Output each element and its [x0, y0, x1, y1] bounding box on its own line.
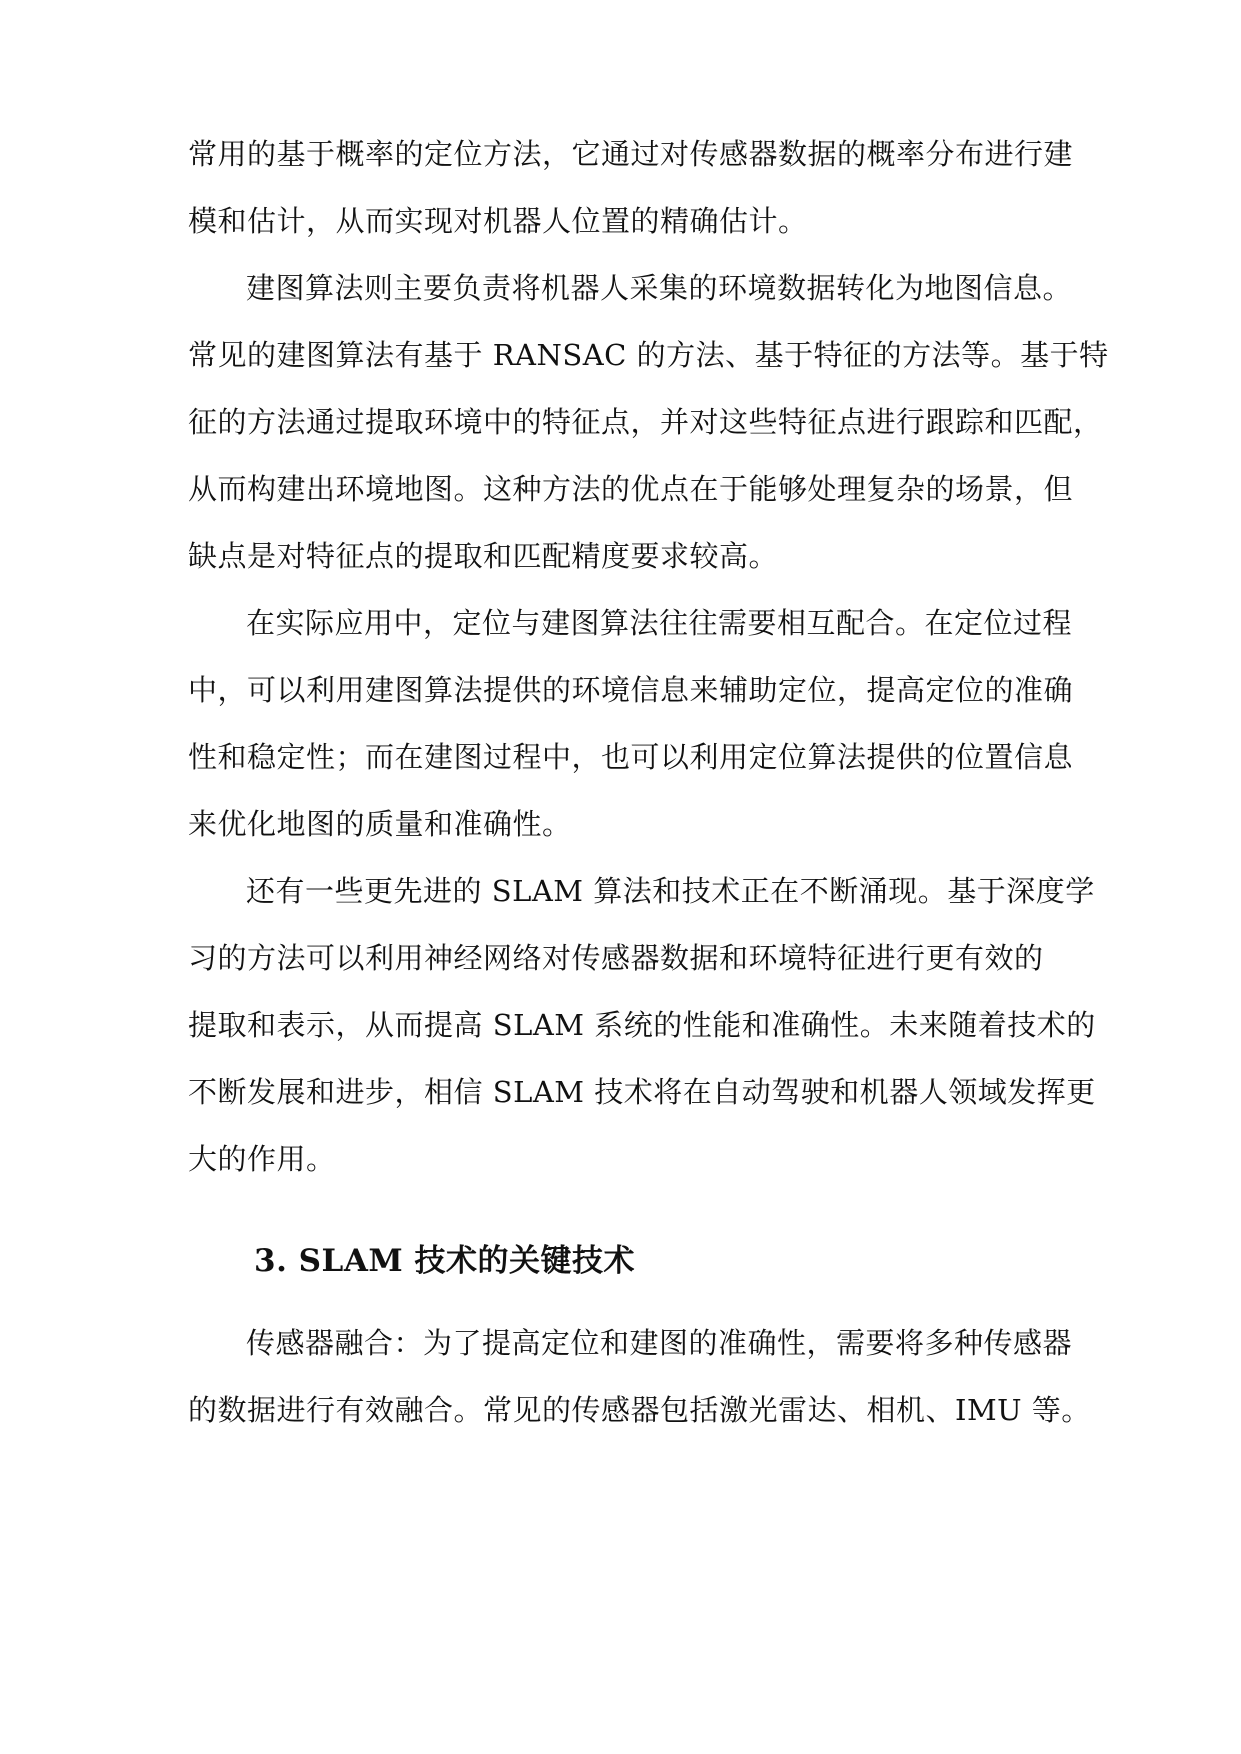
section-heading: 3. SLAM 技术的关键技术 — [254, 1243, 635, 1279]
paragraph-3-line-1: 在实际应用中，定位与建图算法往往需要相互配合。在定位过程 — [246, 606, 1073, 640]
paragraph-2-line-4: 从而构建出环境地图。这种方法的优点在于能够处理复杂的场景，但 — [188, 472, 1074, 506]
section-paragraph-1-line-2: 的数据进行有效融合。常见的传感器包括激光雷达、相机、IMU 等。 — [188, 1393, 1091, 1427]
paragraph-4-line-2: 习的方法可以利用神经网络对传感器数据和环境特征进行更有效的 — [188, 941, 1044, 975]
paragraph-2-line-3: 征的方法通过提取环境中的特征点，并对这些特征点进行跟踪和匹配， — [188, 405, 1103, 439]
paragraph-3-line-2: 中，可以利用建图算法提供的环境信息来辅助定位，提高定位的准确 — [188, 673, 1074, 707]
paragraph-2-line-2: 常见的建图算法有基于 RANSAC 的方法、基于特征的方法等。基于特 — [188, 338, 1109, 372]
paragraph-4-line-1: 还有一些更先进的 SLAM 算法和技术正在不断涌现。基于深度学 — [246, 874, 1095, 908]
paragraph-4-line-4: 不断发展和进步，相信 SLAM 技术将在自动驾驶和机器人领域发挥更 — [188, 1075, 1096, 1109]
paragraph-1-line-1: 常用的基于概率的定位方法，它通过对传感器数据的概率分布进行建 — [188, 137, 1074, 171]
paragraph-4-line-3: 提取和表示，从而提高 SLAM 系统的性能和准确性。未来随着技术的 — [188, 1008, 1096, 1042]
paragraph-4-line-5: 大的作用。 — [188, 1142, 336, 1176]
paragraph-2-line-1: 建图算法则主要负责将机器人采集的环境数据转化为地图信息。 — [246, 271, 1073, 305]
paragraph-3-line-4: 来优化地图的质量和准确性。 — [188, 807, 572, 841]
section-paragraph-1-line-1: 传感器融合：为了提高定位和建图的准确性，需要将多种传感器 — [246, 1326, 1073, 1360]
paragraph-1-line-2: 模和估计，从而实现对机器人位置的精确估计。 — [188, 204, 808, 238]
paragraph-2-line-5: 缺点是对特征点的提取和匹配精度要求较高。 — [188, 539, 779, 573]
paragraph-3-line-3: 性和稳定性；而在建图过程中，也可以利用定位算法提供的位置信息 — [188, 740, 1074, 774]
